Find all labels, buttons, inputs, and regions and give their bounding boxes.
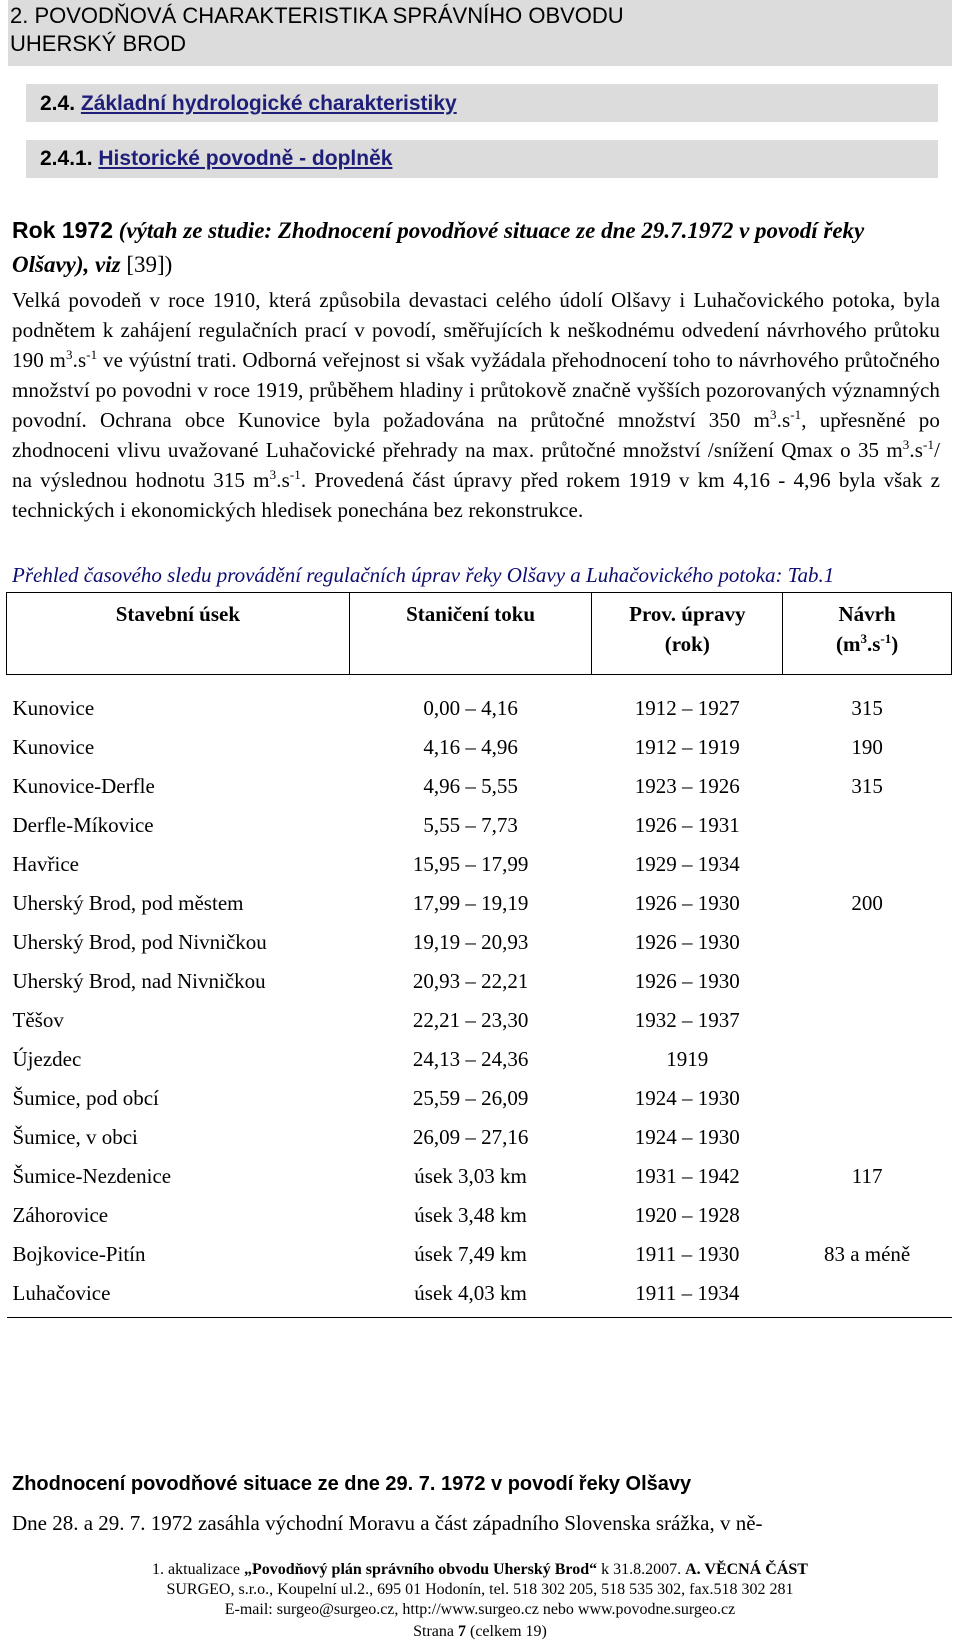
cell-chainage: úsek 3,03 km: [414, 1164, 527, 1188]
cell-design: [783, 845, 952, 884]
year-title-text: (výtah ze studie: Zhodnocení povodňové situace ze dne 29.7.1972 v povodí řeky Olšavy), viz: [12, 218, 865, 277]
cell-year: 1931 – 1942: [634, 1164, 740, 1188]
table-row: [7, 728, 952, 767]
table-row: [7, 923, 952, 962]
table-header-row: [7, 593, 952, 675]
cell-section: Uherský Brod, nad Nivničkou: [12, 969, 266, 993]
chapter-heading: [10, 2, 624, 58]
cell-chainage: úsek 3,48 km: [414, 1203, 527, 1227]
cell-chainage: 20,93 – 22,21: [412, 969, 529, 993]
sup: 3: [902, 437, 910, 452]
cell-chainage: 0,00 – 4,16: [423, 696, 518, 720]
cell-section: Těšov: [12, 1008, 64, 1032]
cell-design: [783, 1001, 952, 1040]
header-unit: ): [891, 632, 899, 656]
footer-line1: [0, 1560, 960, 1580]
table-row: [7, 675, 952, 729]
table-row: [7, 806, 952, 845]
table-row: [7, 1274, 952, 1318]
header-year-line1: Prov. úpravy: [629, 602, 746, 626]
table-row: [7, 1157, 952, 1196]
cell-chainage: úsek 7,49 km: [414, 1242, 527, 1266]
table-row: [7, 1079, 952, 1118]
table-body: [7, 675, 952, 1318]
cell-section: Kunovice-Derfle: [12, 774, 155, 798]
footer-text: k 31.8.2007.: [597, 1561, 686, 1578]
header-section: Stavební úsek: [7, 593, 350, 675]
header-chainage: Staničení toku: [349, 593, 592, 675]
para-text: Velká povodeň v roce 1910, která způsobila devastaci celého údolí Olšavy i Luhačovického potoka, byla podnětem k zahájení regulačních prací v povodí, směřujících k neškodnému odvedení návrhového průtoku 190 m: [12, 288, 940, 372]
footer-plan-title: „Povodňový plán správního obvodu Uherský Brod“: [243, 1561, 598, 1578]
sup: -1: [790, 407, 802, 422]
cell-year: 1929 – 1934: [634, 852, 740, 876]
cell-section: Šumice, v obci: [12, 1125, 138, 1149]
sup: 3: [770, 407, 777, 422]
cell-chainage: 4,96 – 5,55: [423, 774, 518, 798]
cell-design: [783, 1196, 952, 1235]
subsection-number: 2.4.1.: [40, 147, 93, 170]
cell-year: 1926 – 1930: [634, 969, 740, 993]
body-paragraph: [12, 285, 940, 525]
cell-design: [783, 962, 952, 1001]
chapter-heading-line1: 2. POVODŇOVÁ CHARAKTERISTIKA SPRÁVNÍHO OBVODU: [10, 3, 624, 28]
para-text: .s: [909, 438, 924, 462]
para-text: .s: [776, 408, 791, 432]
table-row: [7, 1196, 952, 1235]
cell-chainage: 25,59 – 26,09: [412, 1086, 529, 1110]
section-heading: [40, 90, 457, 118]
cell-design: [783, 1040, 952, 1079]
footer-text: 1. aktualizace: [152, 1561, 244, 1578]
header-year-line2: (rok): [664, 632, 710, 656]
cell-section: Bojkovice-Pitín: [12, 1242, 146, 1266]
section-link[interactable]: Základní hydrologické charakteristiky: [80, 92, 457, 115]
cell-design: 315: [851, 696, 883, 720]
cell-design: [783, 1118, 952, 1157]
cell-section: Luhačovice: [7, 1274, 350, 1318]
cell-section: Derfle-Míkovice: [12, 813, 154, 837]
page-number: 7: [458, 1623, 466, 1640]
cell-year: 1926 – 1930: [634, 930, 740, 954]
cell-design: [783, 1079, 952, 1118]
cell-section: Újezdec: [12, 1047, 82, 1071]
table-row: [7, 884, 952, 923]
header-year: [592, 593, 783, 675]
cell-chainage: 26,09 – 27,16: [412, 1125, 529, 1149]
para-text: , upřesněné po zhodnoceni vlivu uvažované Luhačovické přehrady na max. průtočné množství /snížení Qmax o 35 m: [12, 408, 940, 462]
reference: [39]): [126, 252, 173, 277]
table-row: [7, 962, 952, 1001]
cell-year: 1920 – 1928: [634, 1203, 740, 1227]
cell-design: 117: [851, 1164, 883, 1188]
header-design-line1: Návrh: [838, 602, 896, 626]
cell-section: Uherský Brod, pod Nivničkou: [12, 930, 267, 954]
header-unit: (m: [835, 632, 861, 656]
cell-section: Kunovice: [12, 735, 95, 759]
table-row: [7, 1001, 952, 1040]
table-caption: Přehled časového sledu provádění regulačních úprav řeky Olšavy a Luhačovického potoka: Tab.1: [12, 563, 835, 587]
cell-section: Havřice: [12, 852, 79, 876]
header-unit-sup: 3: [860, 631, 867, 646]
footer-text: Strana: [413, 1623, 458, 1640]
cell-year: 1911 – 1930: [635, 1242, 740, 1266]
evaluation-title: Zhodnocení povodňové situace ze dne 29. 7. 1972 v povodí řeky Olšavy: [12, 1473, 692, 1495]
cell-design: 83 a méně: [823, 1242, 911, 1266]
header-design: [783, 593, 952, 675]
cell-year: 1912 – 1927: [634, 696, 740, 720]
cell-chainage: 24,13 – 24,36: [412, 1047, 529, 1071]
subsection-heading: [40, 145, 392, 173]
table-row: [7, 1118, 952, 1157]
regulation-table: [6, 592, 952, 1318]
cell-design: [783, 923, 952, 962]
cell-section: Šumice, pod obcí: [12, 1086, 159, 1110]
cell-design: 190: [851, 735, 883, 759]
para-text: ve výústní trati. Odborná veřejnost si však vyžádala přehodnocení toho to návrhového průtočného množství po povodni v roce 1919, průběhem hladiny i průtokově značně vyšších pozorovaných významných povodní. Ochrana obce Kunovice byla požadována na průtočné množství 350 m: [12, 348, 940, 432]
cell-year: 1924 – 1930: [634, 1125, 740, 1149]
footer-part: A. VĚCNÁ ČÁST: [685, 1561, 808, 1578]
evaluation-text: Dne 28. a 29. 7. 1972 zasáhla východní Moravu a část západního Slovenska srážka, v ně-: [12, 1511, 763, 1535]
footer-line3: E-mail: surgeo@surgeo.cz, http://www.surgeo.cz nebo www.povodne.surgeo.cz: [224, 1601, 736, 1618]
cell-year: 1932 – 1937: [634, 1008, 740, 1032]
cell-year: 1926 – 1931: [634, 813, 740, 837]
sup: -1: [289, 467, 301, 482]
cell-chainage: 5,55 – 7,73: [423, 813, 518, 837]
cell-year: 1912 – 1919: [634, 735, 740, 759]
sup: -1: [86, 347, 98, 362]
footer-line2: SURGEO, s.r.o., Koupelní ul.2., 695 01 Hodonín, tel. 518 302 205, 518 535 302, fax.518 302 281: [166, 1581, 794, 1598]
table-row: [7, 1040, 952, 1079]
table-row: [7, 845, 952, 884]
section-number: 2.4.: [40, 92, 76, 115]
cell-year: 1923 – 1926: [634, 774, 740, 798]
cell-design: [783, 1274, 952, 1318]
cell-chainage: 17,99 – 19,19: [412, 891, 529, 915]
year-title: [12, 213, 937, 282]
sup: -1: [923, 437, 935, 452]
cell-section: Kunovice: [12, 696, 95, 720]
header-design-line2: [836, 632, 898, 656]
cell-design: 200: [851, 891, 883, 915]
header-unit: .s: [866, 632, 881, 656]
chapter-heading-line2: UHERSKÝ BROD: [10, 31, 187, 56]
para-text: .s: [276, 468, 290, 492]
header-unit-sup: -1: [880, 631, 892, 646]
cell-section: Šumice-Nezdenice: [12, 1164, 172, 1188]
para-text: .s: [72, 348, 87, 372]
sup: 3: [269, 467, 277, 482]
cell-design: [783, 806, 952, 845]
cell-year: 1911 – 1934: [592, 1274, 783, 1318]
sup: 3: [65, 347, 73, 362]
para-text: . Provedená část úpravy před rokem 1919 v km 4,16 - 4,96 byla však z technických i ekonomických hledisek ponechána bez rekonstrukce.: [12, 468, 941, 522]
cell-year: 1924 – 1930: [634, 1086, 740, 1110]
cell-chainage: úsek 4,03 km: [349, 1274, 592, 1318]
subsection-link[interactable]: Historické povodně - doplněk: [98, 147, 393, 170]
table-row: [7, 767, 952, 806]
cell-chainage: 19,19 – 20,93: [412, 930, 529, 954]
cell-year: 1919: [666, 1047, 709, 1071]
cell-chainage: 22,21 – 23,30: [412, 1008, 529, 1032]
table-row: [7, 1235, 952, 1274]
cell-section: Záhorovice: [12, 1203, 109, 1227]
footer-page: [0, 1622, 960, 1642]
year-label: Rok 1972: [12, 217, 114, 243]
para-text: / na výslednou hodnotu 315 m: [12, 438, 940, 492]
cell-chainage: 4,16 – 4,96: [423, 735, 518, 759]
footer-text: (celkem 19): [466, 1623, 547, 1640]
cell-year: 1926 – 1930: [634, 891, 740, 915]
cell-section: Uherský Brod, pod městem: [12, 891, 244, 915]
cell-design: 315: [851, 774, 883, 798]
cell-chainage: 15,95 – 17,99: [412, 852, 529, 876]
